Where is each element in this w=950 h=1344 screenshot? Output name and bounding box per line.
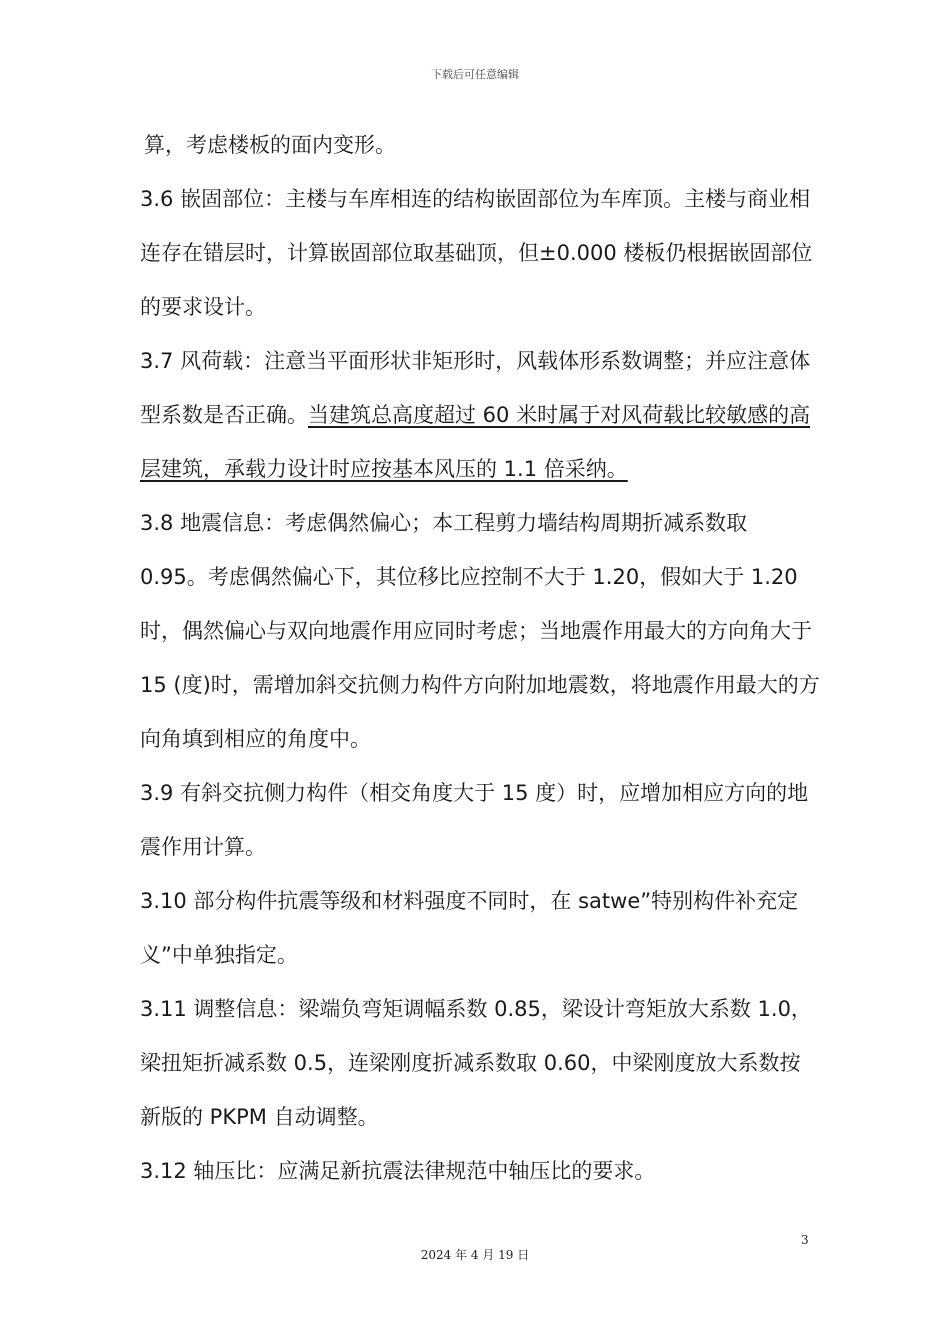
document-body xyxy=(140,118,820,1198)
page-number: 3 xyxy=(801,1233,809,1247)
paragraph-3-10: 3.10 部分构件抗震等级和材料强度不同时，在 satwe”特别构件补充定义”中单独指定。 xyxy=(140,889,799,967)
paragraph-3-12: 3.12 轴压比：应满足新抗震法律规范中轴压比的要求。 xyxy=(140,1159,656,1183)
page-footer-date: 2024 年 4 月 19 日 xyxy=(420,1248,530,1262)
page-header: 下载后可任意编辑 xyxy=(431,68,519,81)
paragraph-3-7-text: 3.7 风荷载：注意当平面形状非矩形时，风载体形系数调整；并应注意体型系数是否正确。 xyxy=(140,349,811,427)
paragraph-3-7-underlined: 当建筑总高度超过 60 米时属于对风荷载比较敏感的高层建筑，承载力设计时应按基本风压的 1.1 倍采纳。 xyxy=(140,403,811,481)
paragraph-3-11: 3.11 调整信息：梁端负弯矩调幅系数 0.85，梁设计弯矩放大系数 1.0，梁扭矩折减系数 0.5，连梁刚度折减系数取 0.60，中梁刚度放大系数按新版的 PKPM 自动调整。 xyxy=(140,997,812,1129)
paragraph-3-7 xyxy=(140,334,820,496)
paragraph-continuation: 算，考虑楼板的面内变形。 xyxy=(144,133,396,157)
paragraph-3-6: 3.6 嵌固部位：主楼与车库相连的结构嵌固部位为车库顶。主楼与商业相连存在错层时，计算嵌固部位取基础顶，但±0.000 楼板仍根据嵌固部位的要求设计。 xyxy=(140,187,813,319)
paragraph-3-8: 3.8 地震信息：考虑偶然偏心；本工程剪力墙结构周期折减系数取 0.95。考虑偶然偏心下，其位移比应控制不大于 1.20，假如大于 1.20 时，偶然偏心与双向地震作用应同时考虑；当地震作用最大的方向角大于 15 (度)时，需增加斜交抗侧力构件方向附加地震数，将地震作用最大的方向角填到相应的角度中。 xyxy=(140,511,820,751)
paragraph-3-9: 3.9 有斜交抗侧力构件（相交角度大于 15 度）时，应增加相应方向的地震作用计算。 xyxy=(140,781,809,859)
